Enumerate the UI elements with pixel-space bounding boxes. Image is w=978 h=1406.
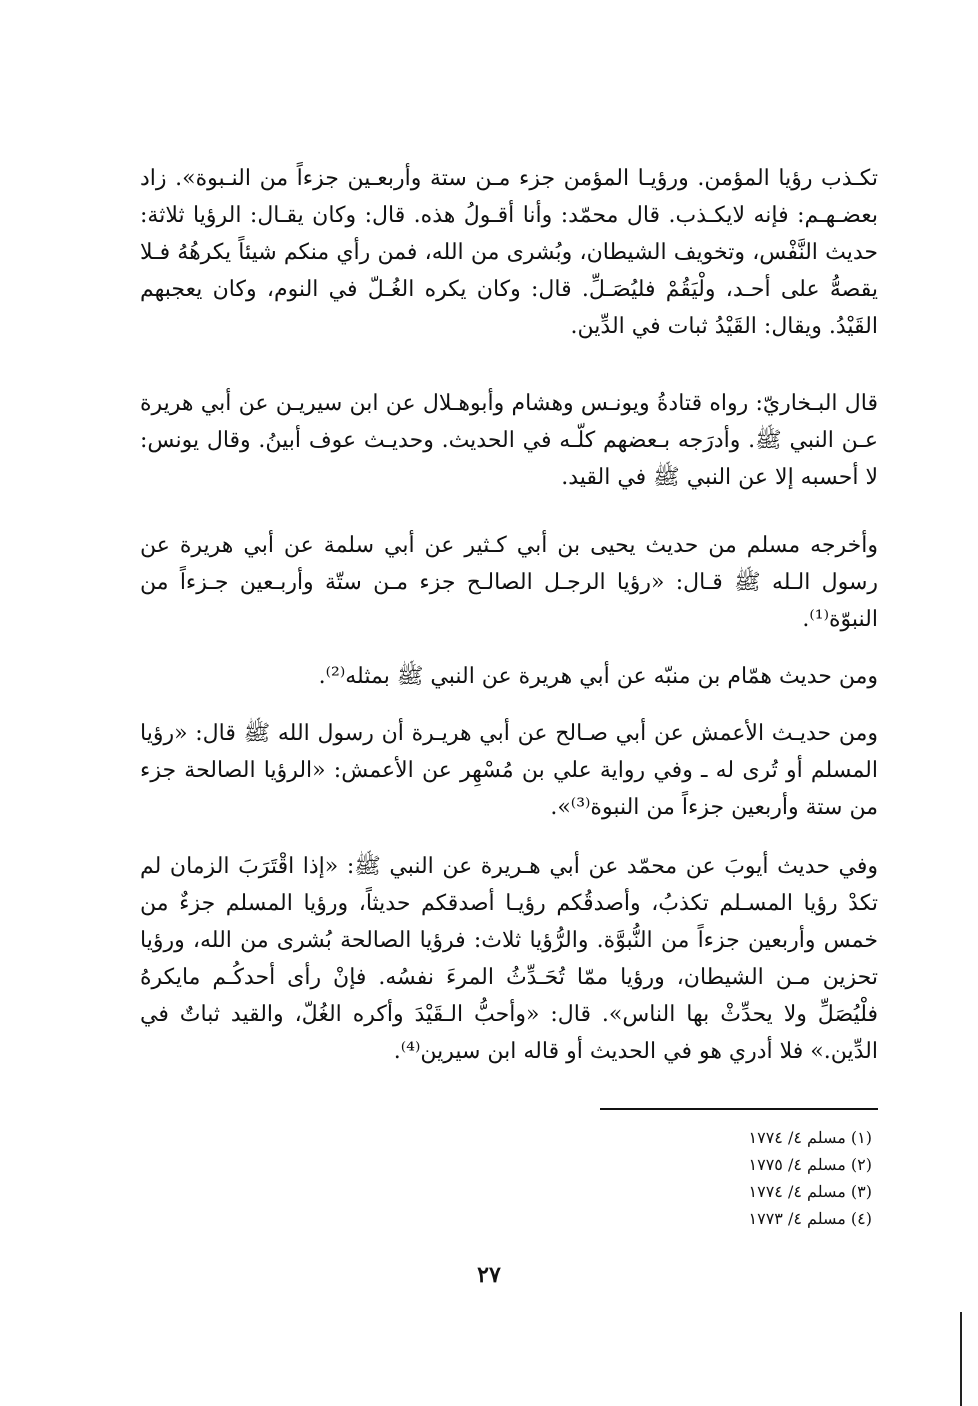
- body-paragraph-5: [140, 715, 878, 826]
- footnote-3: (٣) مسلم ٤/ ١٧٧٤: [748, 1182, 872, 1201]
- page-number: ٢٧: [477, 1262, 501, 1288]
- paragraph-text: وأخرجه مسلم من حديث يحيى بن أبي كـثير عن أبي سلمة عن أبي هريرة عن رسول الـله ﷺ قـال: «رؤيا الرجـل الصالـح جزء مـن ستّة وأربـعين جـزءاً من النبوّة⁽¹⁾.: [140, 533, 878, 632]
- paragraph-text: ومن حديث همّام بن منبّه عن أبي هريرة عن النبي ﷺ بمثله⁽²⁾.: [318, 664, 878, 689]
- paragraph-text: ومن حديـث الأعمش عن أبي صـالح عن أبي هريـرة أن رسول الله ﷺ قال: «رؤيا المسلم أو تُرى له ـ وفي رواية علي بن مُسْهِر عن الأعمش: «الرؤيا الصالحة جزء من ستة وأربعين جزءاً من النبوة⁽³⁾».: [140, 721, 878, 820]
- footnote-separator: [600, 1108, 878, 1110]
- body-paragraph-1: [140, 160, 878, 345]
- scan-margin-line: [960, 1312, 962, 1406]
- body-paragraph-4: [140, 658, 878, 695]
- body-paragraph-2: [140, 385, 878, 496]
- paragraph-text: قال البـخاريّ: رواه قتادةُ ويونـس وهشام وأبوهـلال عن ابن سيريـن عن أبي هريرة عـن النبي ﷺ. وأدرَجه بـعضهم كلّـه في الحديث. وحديـث عوف أبينُ. وقال يونس: لا أحسبه إلا عن النبي ﷺ في القيد.: [140, 391, 878, 490]
- footnote-2: (٢) مسلم ٤/ ١٧٧٥: [748, 1155, 872, 1174]
- footnotes: [600, 1124, 872, 1232]
- body-paragraph-6: [140, 848, 878, 1070]
- paragraph-text: وفي حديث أيوبَ عن محمّد عن أبي هـريرة عن النبي ﷺ: «إذا اقْتَرَبَ الزمان لم تكدْ رؤيا المسـلم تكذبُ، وأصدقُكم رؤيـا أصدقكم حديثاً، ورؤيا المسلم جزءٌ من خمس وأربعين جزءاً من النُّبوَّة. والرُّؤيا ثلاث: فرؤيا الصالحة بُشرى من الله، ورؤيا تحزين مـن الشيطان، ورؤيا ممّا تُحَـدِّثُ المرءَ نفسُه. فإنْ رأى أحدكُـم مايكرهُ فلْيُصَلِّ ولا يحدِّثْ بها الناس». قال: «وأحبُّ الـقَيْدَ وأكره الغُلّ، والقيد ثباتٌ في الدِّين.» فلا أدري هو في الحديث أو قاله ابن سيرين⁽⁴⁾.: [140, 854, 878, 1064]
- paragraph-text: تكـذب رؤيا المؤمن. ورؤيـا المؤمن جزء مـن ستة وأربعـين جزءاً من النـبوة». زاد بعضـهـم: فإنه لايكـذب. قال محمّد: وأنا أقـولُ هذه. قال: وكان يقـال: الرؤيا ثلاثة: حديث النَّفْس، وتخويف الشيطان، وبُشرى من الله، فمن رأي منكم شيئاً يكرهُهُ فـلا يقصهُّ على أحـد، ولْيَقُمْ فليُصَـلِّ. قال: وكان يكره الغُـلّ في النوم، وكان يعجبهم القَيْدُ. ويقال: القَيْدُ ثبات في الدِّين.: [140, 166, 878, 339]
- footnote-1: (١) مسلم ٤/ ١٧٧٤: [748, 1128, 872, 1147]
- body-paragraph-3: [140, 527, 878, 638]
- footnote-4: (٤) مسلم ٤/ ١٧٧٣: [748, 1209, 872, 1228]
